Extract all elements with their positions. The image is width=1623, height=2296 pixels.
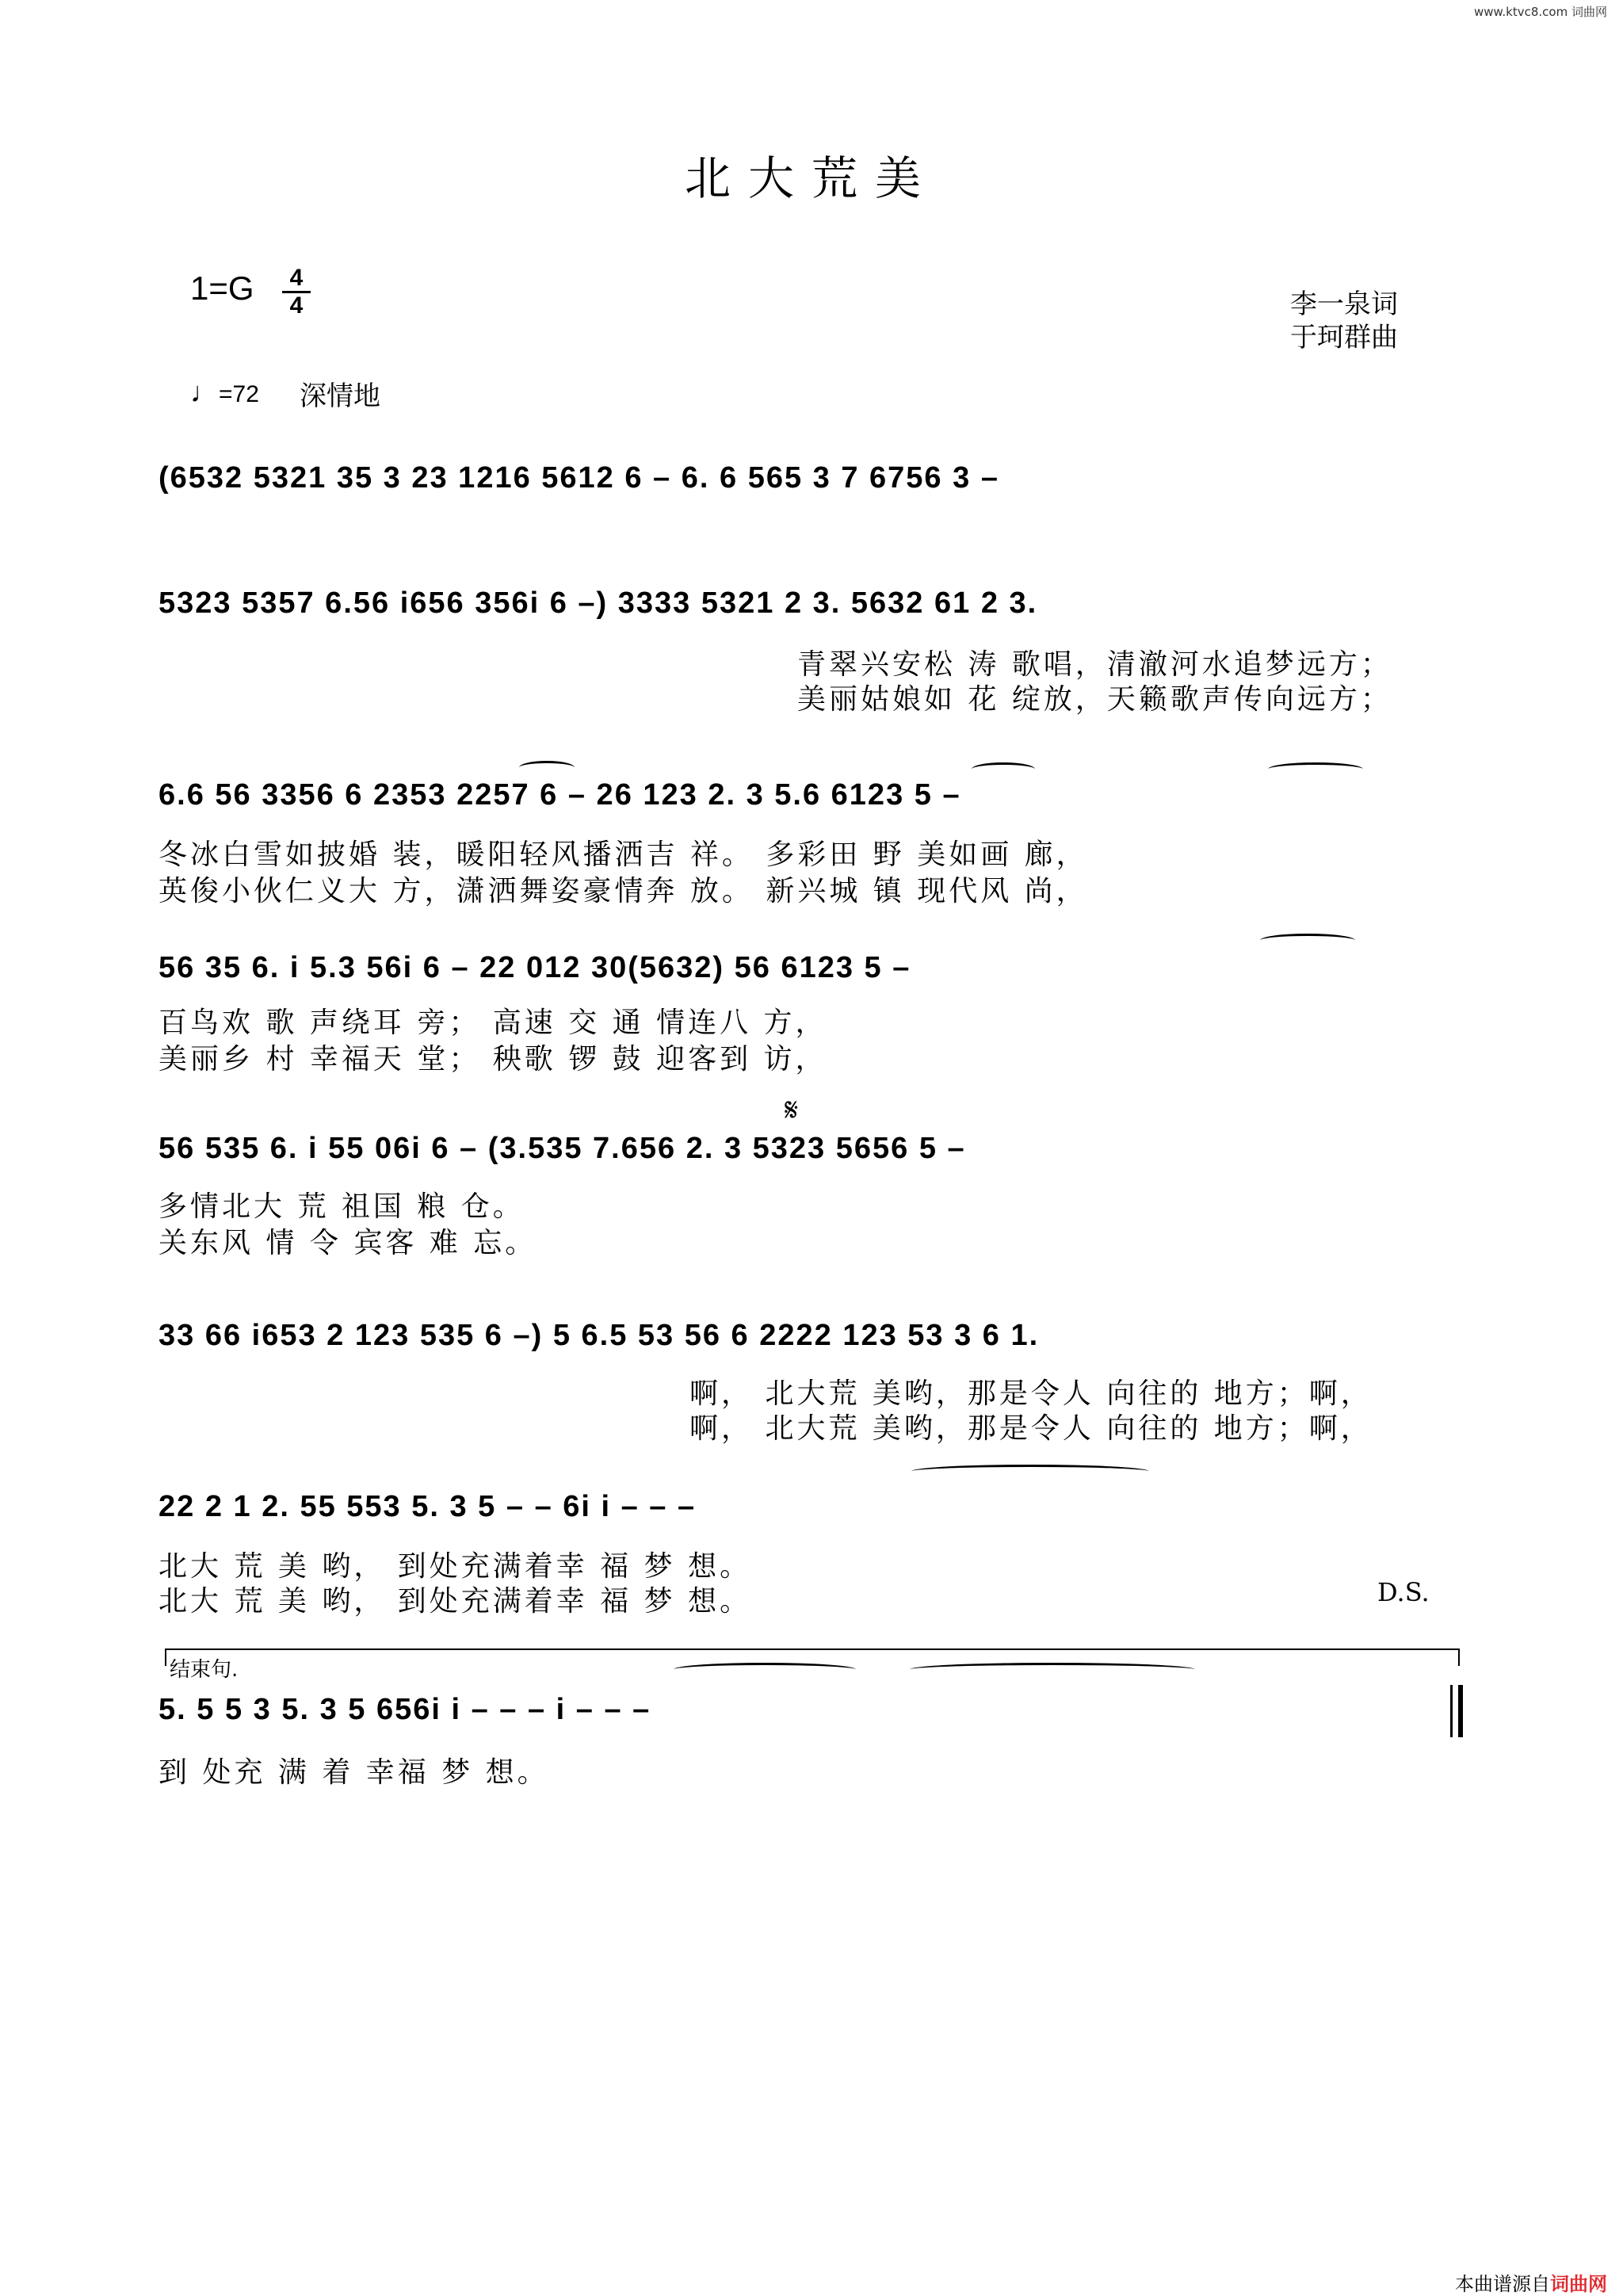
lyric-line-5a: 多情北大 荒 祖国 粮 仓。 [158,1190,525,1223]
lyric-line-6a: 啊， 北大荒 美哟，那是令人 向往的 地方；啊， [689,1377,1373,1410]
final-barline-thick [1458,1685,1463,1737]
time-signature-top: 4 [289,265,304,291]
lyric-line-2a: 青翠兴安松 涛 歌唱，清澈河水追梦远方； [797,648,1392,681]
footer-brand-name: 词曲网 [1550,2273,1607,2295]
time-signature [282,266,311,318]
slur [910,1663,1195,1676]
lyric-line-6b: 啊， 北大荒 美哟，那是令人 向往的 地方；啊， [689,1412,1373,1445]
score-title: 北大荒美 [684,151,938,205]
quarter-note-icon: ♩ [190,376,219,408]
lyric-line-7a: 北大 荒 美 哟， 到处充满着幸 福 梦 想。 [158,1550,752,1583]
slur [519,761,575,774]
lyric-line-2b: 美丽姑娘如 花 绽放，天籁歌声传向远方； [797,683,1392,716]
segno-sign: 𝄋 [785,1092,799,1129]
key-signature: 1=G [190,269,254,307]
tempo-value: =72 [219,381,259,407]
watermark-top: www.ktvc8.com 词曲网 [1473,5,1607,19]
lyric-line-4a: 百鸟欢 歌 声绕耳 旁； 高速 交 通 情连八 方， [158,1007,827,1039]
ending-label: 结束句. [170,1658,239,1682]
lyric-line-5b: 关东风 情 令 宾客 难 忘。 [158,1227,537,1259]
score-line-6: 33 66 i653 2 123 535 6 –) 5 6.5 53 56 6 2222 123 53 3 6 1. [158,1319,1040,1352]
slur [972,762,1035,776]
score-line-2: 5323 5357 6.56 i656 356i 6 –) 3333 5321 2 3. 5632 61 2 3. [158,586,1038,620]
composer: 于珂群曲 [1290,323,1398,353]
expression-marking: 深情地 [300,381,380,411]
lyric-line-7b: 北大 荒 美 哟， 到处充满着幸 福 梦 想。 [158,1585,752,1618]
footer-brand-prefix: 本曲谱源自 [1455,2273,1550,2295]
lyricist: 李一泉词 [1290,289,1398,319]
score-line-8: 5. 5 5 3 5. 3 5 656i i – – – i – – – [158,1693,651,1726]
score-line-4: 56 35 6. i 5.3 56i 6 – 22 012 30(5632) 56 6123 5 – [158,951,911,984]
tempo-marking [190,376,259,409]
slur [1260,934,1355,947]
slur [674,1663,856,1676]
time-signature-bottom: 4 [289,292,304,319]
final-barline [1450,1685,1453,1737]
da-segno-marking: D.S. [1377,1577,1430,1607]
score-line-1: (6532 5321 35 3 23 1216 5612 6 – 6. 6 565 3 7 6756 3 – [158,461,999,495]
lyric-line-3b: 英俊小伙仁义大 方，潇洒舞姿豪情奔 放。 新兴城 镇 现代风 尚， [158,875,1088,907]
lyric-line-8: 到 处充 满 着 幸福 梦 想。 [158,1756,549,1789]
score-line-5: 56 535 6. i 55 06i 6 – (3.535 7.656 2. 3 5323 5656 5 – [158,1132,966,1165]
footer-brand [1455,2268,1607,2296]
lyric-line-3a: 冬冰白雪如披婚 装，暖阳轻风播洒吉 祥。 多彩田 野 美如画 廊， [158,839,1088,871]
score-line-3: 6.6 56 3356 6 2353 2257 6 – 26 123 2. 3 5.6 6123 5 – [158,778,961,812]
lyric-line-4b: 美丽乡 村 幸福天 堂； 秧歌 锣 鼓 迎客到 访， [158,1043,827,1075]
score-line-7: 22 2 1 2. 55 553 5. 3 5 – – 6i i – – – [158,1490,697,1523]
slur [1268,762,1363,776]
slur [911,1465,1149,1478]
